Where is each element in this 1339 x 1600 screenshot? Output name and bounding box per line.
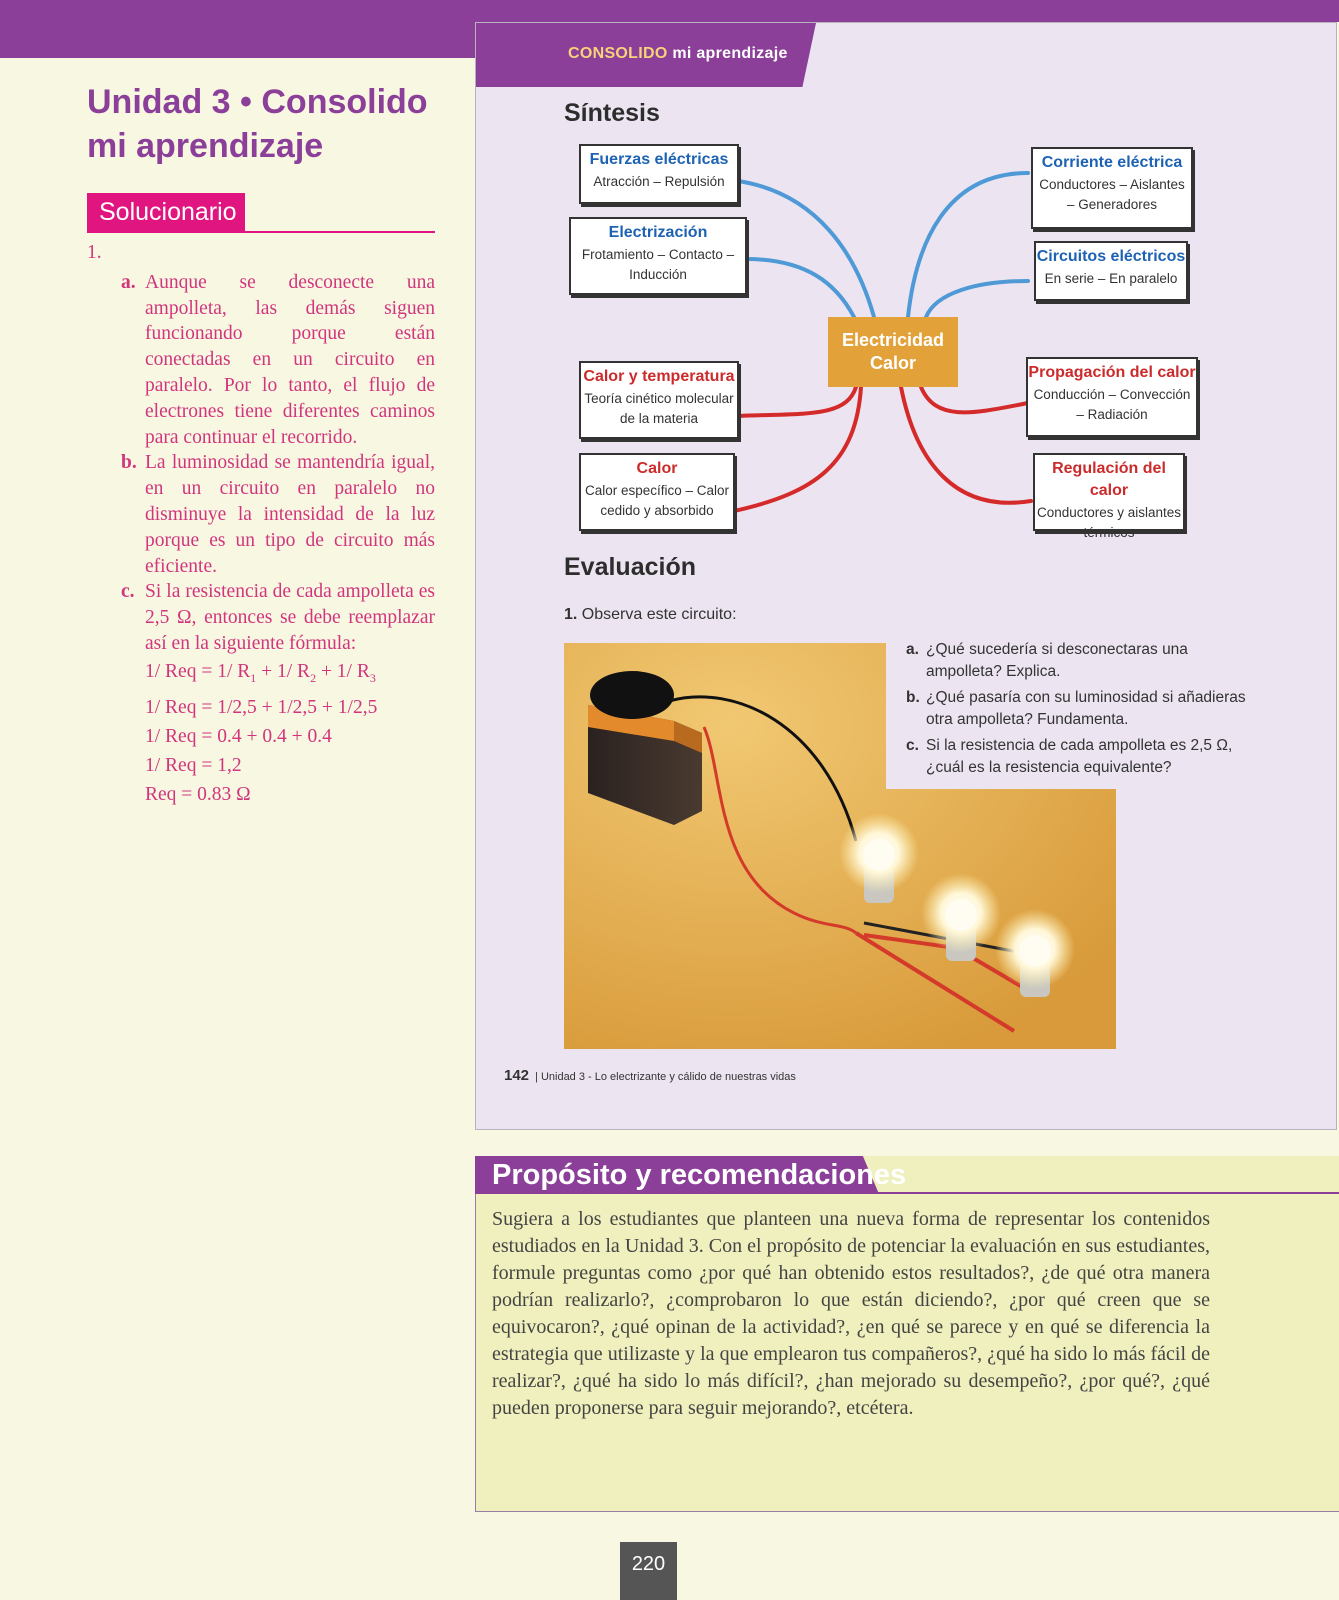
answer-text: Aunque se desconecte una ampolleta, las demás siguen funcionando porque están conectadas en un circuito en paralelo. Por lo tanto, el flujo de electrones tiene diferentes caminos para continuar el recorrido. — [145, 271, 435, 448]
sintesis-title: Síntesis — [564, 99, 660, 127]
unit-title-line1: Unidad 3 • Consolido — [87, 83, 428, 121]
answer-text: La luminosidad se mantendría igual, en un circuito en paralelo no disminuye la intensidad de la luz porque es un tipo de circuito más eficiente. — [145, 452, 435, 577]
box-electrizacion — [569, 217, 747, 295]
answer-c — [121, 579, 435, 656]
solucionario-label: Solucionario — [87, 193, 245, 231]
formula-line-2: 1/ Req = 1/2,5 + 1/2,5 + 1/2,5 — [145, 696, 378, 718]
answers-list — [87, 240, 435, 809]
box-subtitle: – Radiación — [1076, 407, 1148, 422]
solucionario-header — [87, 193, 435, 233]
answer-b — [121, 450, 435, 579]
book-footer-text: | Unidad 3 - Lo electrizante y cálido de nuestras vidas — [535, 1071, 796, 1083]
box-subtitle: Calor específico – Calor — [584, 483, 730, 498]
answer-a — [121, 270, 435, 451]
box-title: Calor — [636, 460, 678, 477]
box-title: Propagación del calor — [1028, 364, 1196, 381]
box-corriente-electrica — [1031, 147, 1193, 229]
book-page-number: 142 — [504, 1067, 530, 1084]
box-subtitle: Atracción – Repulsión — [593, 174, 725, 189]
evaluacion-title: Evaluación — [564, 553, 696, 581]
book-footer — [504, 1067, 796, 1084]
question-intro: 1. Observa este circuito: — [564, 606, 737, 623]
question-b: b. ¿Qué pasaría con su luminosidad si añadieras otra ampolleta? Fundamenta. — [906, 689, 1246, 728]
mind-map-center — [828, 317, 958, 387]
box-title: Fuerzas eléctricas — [589, 151, 729, 168]
formula-line-4: 1/ Req = 1,2 — [145, 754, 242, 776]
purpose-title: Propósito y recomendaciones — [492, 1159, 907, 1191]
box-subtitle: Conductores y aislantes — [1036, 505, 1182, 520]
question-c: c. Si la resistencia de cada ampolleta es 2,5 Ω, ¿cuál es la resistencia equivalente? — [906, 737, 1233, 776]
box-title: Circuitos eléctricos — [1036, 248, 1186, 265]
answer-text: Si la resistencia de cada ampolleta es 2,5 Ω, entonces se debe reemplazar así en la siguiente fórmula: — [145, 581, 435, 654]
unit-title-line2: mi aprendizaje — [87, 127, 324, 165]
box-subtitle: Conducción – Convección — [1033, 387, 1191, 402]
formula-line-1: 1/ Req = 1/ $R_1 + 1/$ $R_2 + 1/$ $R_3$ — [145, 660, 376, 685]
question-number: 1. — [87, 242, 102, 263]
box-title: Calor y temperatura — [583, 368, 735, 385]
book-tab-label: CONSOLIDO mi aprendizaje — [568, 45, 788, 62]
purpose-text: Sugiera a los estudiantes que planteen una nueva forma de representar los contenidos estudiados en la Unidad 3. Con el propósito de potenciar la evaluación en sus estudiantes, formule preguntas como ¿por qué han obtenido estos resultados?, ¿de qué otra manera podrían realizarlo?, ¿comprobaron lo que están diciendo?, ¿por qué creen que se equivocaron?, ¿qué opinan de la actividad?, ¿en qué se parece y en qué se diferencia la estrategia que utilizaste y la que emplearon tus compañeros?, ¿qué ha sido lo más fácil de realizar?, ¿qué ha sido lo más difícil?, ¿han mejorado su desempeño?, ¿por qué?, ¿qué pueden proponerse para seguir mejorando?, etcétera. — [492, 1208, 1210, 1419]
questions-box — [886, 631, 1268, 789]
box-title: Corriente eléctrica — [1041, 154, 1183, 171]
answer-letter: b. — [121, 452, 137, 474]
formula-line-5: Req = 0.83 Ω — [145, 783, 251, 805]
book-page — [475, 22, 1337, 1130]
center-line1: Electricidad — [841, 330, 945, 350]
box-subtitle: En serie – En paralelo — [1044, 271, 1178, 286]
box-title: Electrización — [608, 224, 708, 241]
answer-letter: c. — [121, 581, 135, 603]
box-subtitle: Teoría cinético molecular — [584, 391, 734, 406]
page-number: 220 — [620, 1542, 677, 1600]
box-subtitle: de la materia — [619, 411, 699, 426]
box-subtitle: – Generadores — [1066, 197, 1158, 212]
formula-line-3: 1/ Req = 0.4 + 0.4 + 0.4 — [145, 725, 332, 747]
box-subtitle: térmicos — [1083, 525, 1135, 540]
answer-letter: a. — [121, 271, 136, 293]
top-band-right — [475, 0, 1339, 22]
box-calor-y-temperatura — [579, 361, 739, 439]
box-propagacion-del-calor — [1026, 357, 1198, 437]
box-fuerzas-electricas — [579, 144, 739, 204]
box-title: Regulación del calor — [1052, 460, 1166, 499]
box-subtitle: Conductores – Aislantes — [1039, 177, 1185, 192]
box-circuitos-electricos — [1034, 241, 1188, 301]
box-subtitle: Inducción — [629, 267, 687, 282]
box-subtitle: Frotamiento – Contacto – — [581, 247, 735, 262]
unit-title — [87, 80, 447, 168]
center-line2: Calor — [869, 353, 916, 373]
purpose-rule — [475, 1192, 1339, 1194]
box-subtitle: cedido y absorbido — [600, 503, 714, 518]
box-regulacion-del-calor — [1033, 453, 1185, 540]
top-band — [0, 0, 475, 58]
formula-block — [145, 657, 435, 809]
box-calor — [579, 453, 735, 531]
question-a: a. ¿Qué sucedería si desconectaras una ampolleta? Explica. — [906, 641, 1188, 680]
